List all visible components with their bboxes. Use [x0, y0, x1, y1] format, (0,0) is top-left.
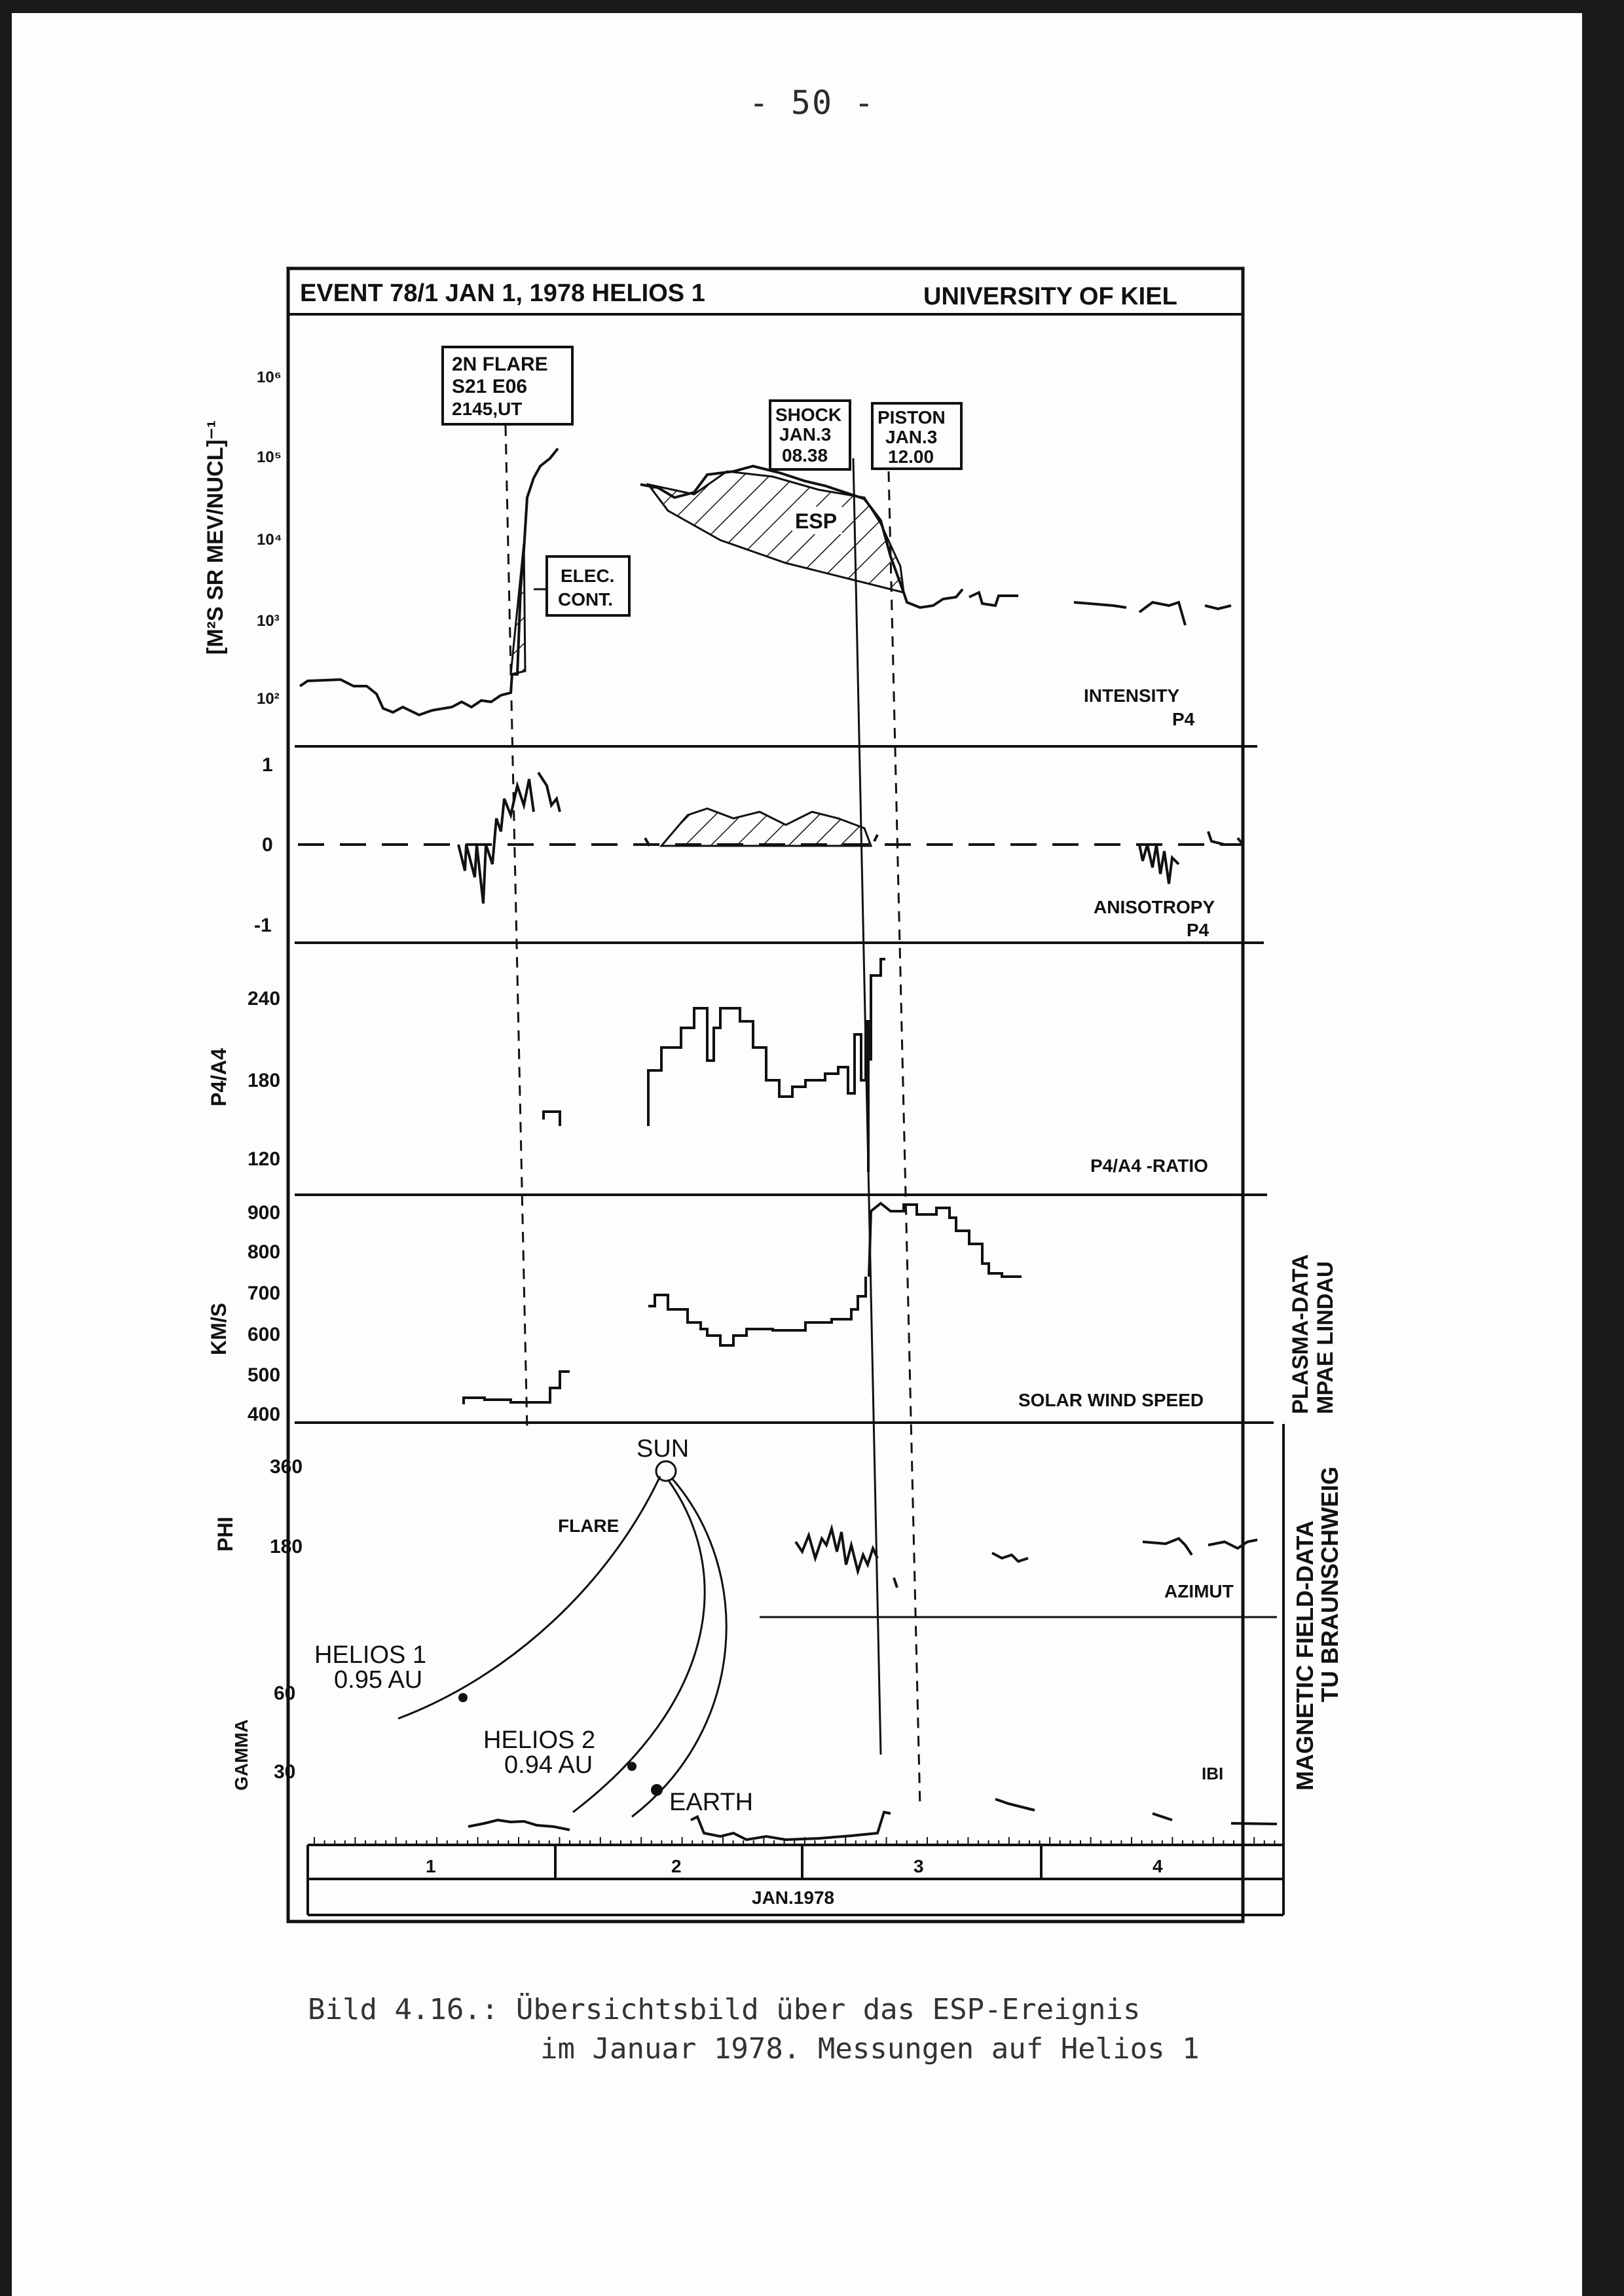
y-tick-1e4: 10⁴ [257, 531, 282, 549]
flare-box-line1: 2N FLARE [452, 354, 548, 375]
y-tick-1e3: 10³ [257, 612, 280, 630]
y-tick-360: 360 [270, 1456, 303, 1478]
shock-box-line3: 08.38 [782, 445, 828, 465]
ibi-label: IBI [1202, 1764, 1224, 1783]
figure-header-right: UNIVERSITY OF KIEL [923, 283, 1177, 310]
flare-box-line3: 2145,UT [452, 399, 523, 419]
intensity-y-ticks [257, 369, 282, 708]
y-tick-minus1: -1 [254, 915, 272, 936]
y-tick-800: 800 [248, 1241, 281, 1263]
ratio-y-ticks [248, 988, 280, 1170]
flare-label: FLARE [558, 1516, 619, 1536]
helios1-position-dot [458, 1693, 468, 1702]
piston-annotation-box [872, 403, 961, 469]
flare-box-line2: S21 E06 [452, 376, 528, 397]
y-tick-phi-180: 180 [270, 1536, 303, 1558]
x-day-label-2: 2 [671, 1856, 682, 1876]
ratio-trace [544, 959, 885, 1172]
shock-box-line2: JAN.3 [779, 424, 832, 445]
speed-y-label: KM/S [207, 1303, 231, 1355]
y-tick-700: 700 [248, 1283, 281, 1304]
esp-label: ESP [795, 509, 838, 533]
y-tick-1e5: 10⁵ [257, 448, 282, 466]
sun-label: SUN [637, 1435, 690, 1463]
x-day-label-4: 4 [1153, 1856, 1163, 1876]
y-tick-1e6: 10⁶ [257, 369, 282, 386]
figure-caption [308, 1990, 1200, 2069]
esp-hatched-region [648, 471, 904, 592]
page-number: - 50 - [748, 84, 876, 122]
y-tick-1: 1 [262, 754, 273, 776]
magnetic-side-label-line2: TU BRAUNSCHWEIG [1316, 1467, 1343, 1702]
y-tick-240: 240 [248, 988, 281, 1010]
y-tick-30: 30 [274, 1761, 296, 1783]
intensity-panel-label-line2: P4 [1172, 709, 1195, 729]
y-tick-180: 180 [248, 1070, 281, 1091]
y-tick-120: 120 [248, 1148, 281, 1170]
helios2-label-line1: HELIOS 2 [483, 1726, 596, 1754]
speed-trace [464, 1203, 1022, 1404]
anisotropy-panel-label-line1: ANISOTROPY [1094, 897, 1215, 917]
x-axis-label: JAN.1978 [752, 1887, 835, 1908]
phi-y-label: PHI [213, 1516, 237, 1552]
y-tick-1e2: 10² [257, 690, 280, 708]
helios1-field-line [398, 1476, 660, 1719]
shock-annotation-box [770, 401, 850, 469]
earth-position-dot [651, 1784, 663, 1796]
helios2-position-dot [627, 1762, 637, 1771]
helios1-label-line1: HELIOS 1 [314, 1641, 427, 1669]
x-day-label-3: 3 [913, 1856, 924, 1876]
x-day-label-1: 1 [426, 1856, 436, 1876]
caption-line-1: Bild 4.16.: Übersichtsbild über das ESP-Ereignis [308, 1993, 1141, 2026]
helios1-label-line2: 0.95 AU [334, 1666, 423, 1694]
intensity-trace-late [969, 592, 1231, 625]
anisotropy-hatched-region [661, 809, 871, 846]
earth-field-line [632, 1478, 726, 1817]
plasma-side-label-line2: MPAE LINDAU [1313, 1261, 1338, 1414]
piston-box-line1: PISTON [877, 407, 946, 428]
magnetic-side-label-line1: MAGNETIC FIELD-DATA [1291, 1520, 1318, 1791]
helios2-label-line2: 0.94 AU [504, 1751, 593, 1779]
shock-box-line1: SHOCK [775, 405, 842, 425]
phi-y-ticks [270, 1456, 303, 1558]
y-tick-900: 900 [248, 1202, 281, 1224]
intensity-y-label: [M²S SR MEV/NUCL]⁻¹ [203, 420, 228, 655]
anisotropy-panel-label-line2: P4 [1187, 920, 1209, 940]
piston-box-line2: JAN.3 [885, 427, 938, 447]
y-tick-0: 0 [262, 834, 273, 856]
plasma-side-label-line1: PLASMA-DATA [1288, 1254, 1313, 1414]
piston-marker-line [889, 471, 920, 1807]
ratio-y-label: P4/A4 [207, 1048, 231, 1106]
azimut-trace [796, 1529, 1257, 1588]
ratio-panel-label: P4/A4 -RATIO [1090, 1156, 1208, 1176]
speed-panel-label: SOLAR WIND SPEED [1018, 1390, 1204, 1410]
y-tick-500: 500 [248, 1364, 281, 1386]
y-tick-400: 400 [248, 1404, 281, 1425]
piston-box-line3: 12.00 [888, 446, 934, 467]
azimut-label: AZIMUT [1164, 1581, 1234, 1601]
earth-label: EARTH [669, 1789, 754, 1816]
figure-header-left: EVENT 78/1 JAN 1, 1978 HELIOS 1 [300, 280, 705, 307]
speed-y-ticks [248, 1202, 280, 1425]
caption-line-2: im Januar 1978. Messungen auf Helios 1 [540, 2032, 1200, 2066]
intensity-panel-label-line1: INTENSITY [1084, 685, 1180, 706]
ibi-trace [468, 1799, 1277, 1840]
flare-annotation-box [443, 347, 572, 424]
gamma-y-label: GAMMA [231, 1719, 251, 1791]
elec-cont-box [534, 556, 629, 615]
elec-box-line2: CONT. [558, 589, 613, 610]
elec-box-line1: ELEC. [561, 566, 615, 586]
anisotropy-y-ticks [254, 754, 273, 936]
y-tick-600: 600 [248, 1324, 281, 1345]
gamma-y-ticks [274, 1683, 295, 1783]
y-tick-60: 60 [274, 1683, 296, 1704]
